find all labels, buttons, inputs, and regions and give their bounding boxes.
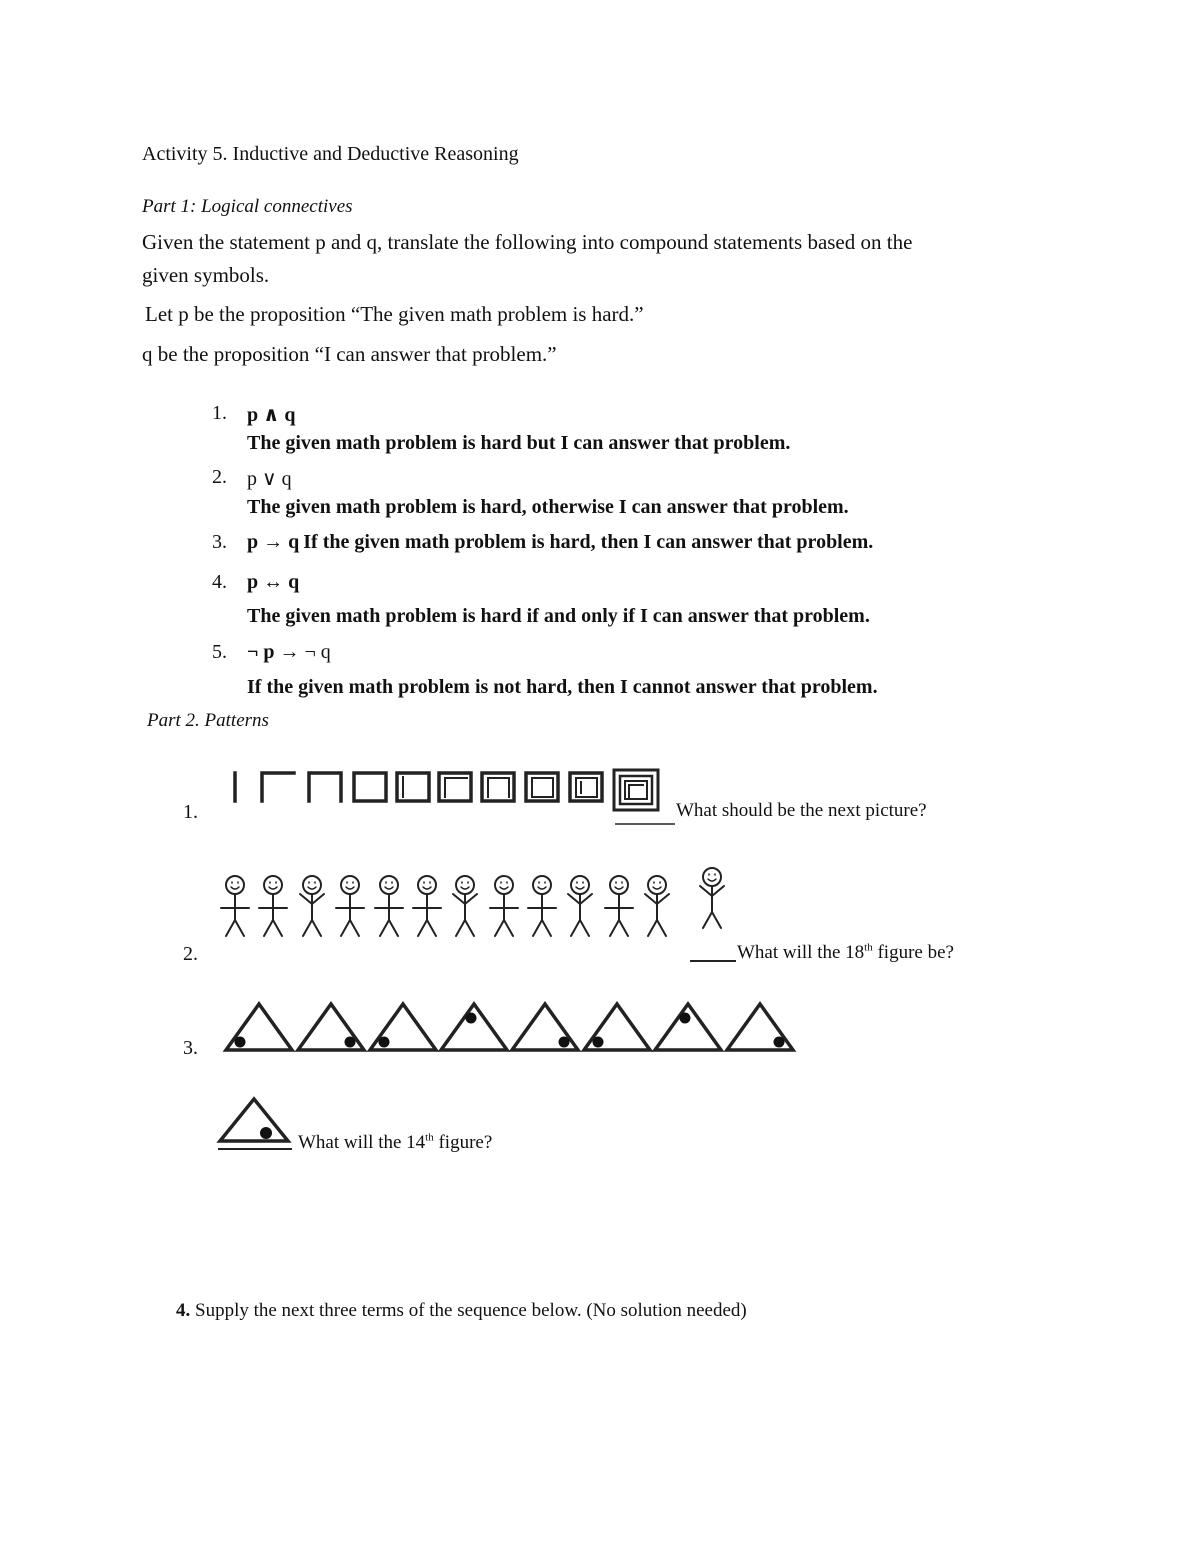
part1-intro-line1: Given the statement p and q, translate the following into compound statements based on the: [142, 230, 913, 254]
stick-figure: [568, 876, 592, 936]
stick-figure: [300, 876, 324, 936]
part2-heading: Part 2. Patterns: [147, 710, 269, 731]
stick-figure: [700, 868, 724, 928]
stick-figure: [645, 876, 669, 936]
item-1-number: 1.: [212, 402, 227, 424]
pattern-4-question: 4. Supply the next three terms of the sequence below. (No solution needed): [176, 1300, 747, 1321]
triangle-answer: [216, 1094, 296, 1156]
square-step-2: [262, 773, 294, 801]
square-pattern: [220, 768, 670, 828]
item-5-symbol-b: ¬ q: [299, 641, 331, 663]
pattern-2-number: 2.: [183, 943, 198, 965]
item-2-answer: The given math problem is hard, otherwise I can answer that problem.: [247, 496, 849, 518]
page-title: Activity 5. Inductive and Deductive Reasoning: [142, 143, 519, 165]
square-step-5: [397, 773, 429, 801]
pattern-3-question: What will the 14th figure?: [298, 1131, 493, 1153]
triangle-figure: [298, 1004, 364, 1050]
stick-figure: [375, 876, 403, 936]
triangle-pattern: [222, 1000, 802, 1056]
item-5-answer: If the given math problem is not hard, then I cannot answer that problem.: [247, 676, 878, 698]
square-step-6: [439, 773, 471, 801]
stick-figure: [221, 876, 249, 936]
stick-figure: [259, 876, 287, 936]
item-5-symbol-a: ¬ p →: [247, 641, 300, 663]
square-step-9: [570, 773, 602, 801]
square-step-4: [354, 773, 386, 801]
stick-figure-pattern: [215, 872, 735, 942]
part1-heading: Part 1: Logical connectives: [142, 196, 353, 217]
item-1-answer: The given math problem is hard but I can answer that problem.: [247, 432, 791, 454]
proposition-p: Let p be the proposition “The given math problem is hard.”: [145, 302, 644, 326]
item-4-symbol: p ↔ q: [247, 571, 300, 593]
triangle-figure: [441, 1004, 507, 1050]
stick-figure: [490, 876, 518, 936]
triangle-figure: [727, 1004, 793, 1050]
triangle-figure: [512, 1004, 578, 1050]
pattern-1-number: 1.: [183, 801, 198, 823]
item-2-symbol: p ∨ q: [247, 468, 292, 490]
stick-figure: [413, 876, 441, 936]
item-1-symbol: p ∧ q: [247, 404, 296, 426]
pattern-2-question: What will the 18th figure be?: [737, 941, 954, 963]
stick-figure: [528, 876, 556, 936]
triangle-figure: [370, 1004, 436, 1050]
item-4-number: 4.: [212, 571, 227, 593]
pattern-1-question: What should be the next picture?: [676, 800, 927, 821]
pattern-3-number: 3.: [183, 1037, 198, 1059]
proposition-q: q be the proposition “I can answer that problem.”: [142, 342, 557, 366]
item-3-answer: If the given math problem is hard, then I can answer that problem.: [303, 531, 874, 553]
square-step-8: [526, 773, 558, 801]
stick-figure: [453, 876, 477, 936]
triangle-figure: [655, 1004, 721, 1050]
item-2-number: 2.: [212, 466, 227, 488]
item-3-symbol: p → q: [247, 531, 300, 553]
item-3-number: 3.: [212, 531, 227, 553]
item-5-number: 5.: [212, 641, 227, 663]
triangle-figure: [226, 1004, 292, 1050]
square-step-3: [309, 773, 341, 801]
triangle-figure: [584, 1004, 650, 1050]
square-step-7: [482, 773, 514, 801]
square-step-answer: [614, 770, 658, 810]
stick-figure: [605, 876, 633, 936]
stick-figure: [336, 876, 364, 936]
part1-intro-line2: given symbols.: [142, 263, 270, 287]
item-4-answer: The given math problem is hard if and only if I can answer that problem.: [247, 605, 870, 627]
answer-blank-2[interactable]: [690, 960, 736, 962]
